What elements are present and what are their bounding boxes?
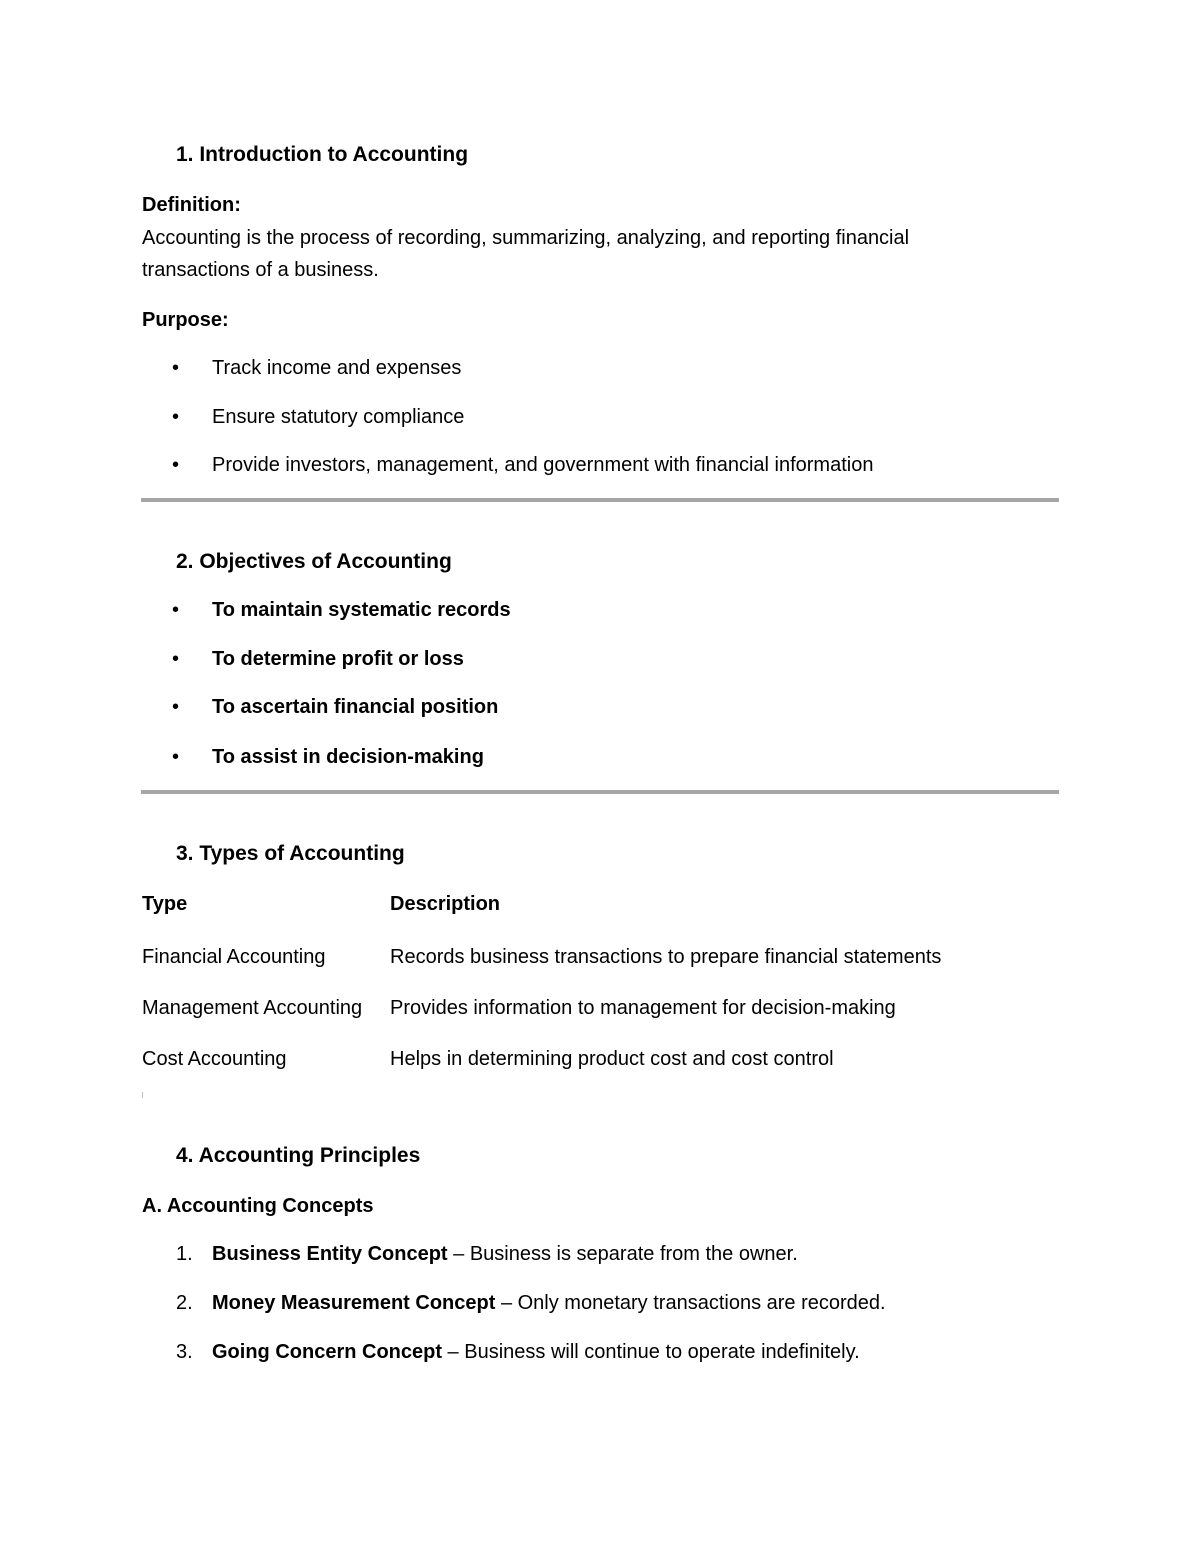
table-header-cell: Description: [390, 893, 501, 915]
table-header-cell: Type: [142, 893, 188, 915]
text-cursor-mark: [142, 1092, 143, 1098]
bullet-icon: •: [172, 696, 180, 718]
objective-item: To maintain systematic records: [212, 599, 511, 621]
table-cell-description: Records business transactions to prepare financial statements: [390, 946, 942, 968]
bullet-icon: •: [172, 746, 180, 768]
list-number: 2.: [176, 1292, 193, 1314]
bullet-icon: •: [172, 648, 180, 670]
list-number: 3.: [176, 1341, 193, 1363]
bullet-icon: •: [172, 357, 180, 379]
definition-text-line-2: transactions of a business.: [142, 259, 379, 281]
section-divider: [141, 498, 1059, 502]
objective-item: To assist in decision-making: [212, 746, 484, 768]
table-cell-type: Management Accounting: [142, 997, 363, 1019]
section-1-heading: 1. Introduction to Accounting: [176, 143, 469, 166]
table-cell-description: Helps in determining product cost and cost control: [390, 1048, 834, 1070]
section-4-heading: 4. Accounting Principles: [176, 1144, 421, 1167]
concept-text: [212, 1290, 886, 1316]
concept-term: Going Concern Concept: [212, 1341, 442, 1363]
purpose-item: Provide investors, management, and government with financial information: [212, 454, 874, 476]
table-cell-type: Cost Accounting: [142, 1048, 287, 1070]
objective-item: To ascertain financial position: [212, 696, 499, 718]
purpose-item: Ensure statutory compliance: [212, 406, 465, 428]
concept-description: – Business will continue to operate indefinitely.: [442, 1341, 860, 1363]
table-cell-description: Provides information to management for decision-making: [390, 997, 896, 1019]
definition-text-line-1: Accounting is the process of recording, summarizing, analyzing, and reporting financial: [142, 227, 910, 249]
list-number: 1.: [176, 1243, 193, 1265]
concept-description: – Business is separate from the owner.: [447, 1243, 798, 1265]
concept-term: Business Entity Concept: [212, 1243, 448, 1265]
bullet-icon: •: [172, 599, 180, 621]
concept-text: [212, 1241, 798, 1267]
concept-text: [212, 1339, 860, 1365]
concepts-subheading: A. Accounting Concepts: [142, 1195, 374, 1217]
purpose-item: Track income and expenses: [212, 357, 462, 379]
table-cell-type: Financial Accounting: [142, 946, 326, 968]
definition-label: Definition:: [142, 194, 241, 216]
bullet-icon: •: [172, 406, 180, 428]
section-divider: [141, 790, 1059, 794]
section-3-heading: 3. Types of Accounting: [176, 842, 405, 865]
objective-item: To determine profit or loss: [212, 648, 464, 670]
concept-term: Money Measurement Concept: [212, 1292, 496, 1314]
section-2-heading: 2. Objectives of Accounting: [176, 550, 452, 573]
bullet-icon: •: [172, 454, 180, 476]
purpose-label: Purpose:: [142, 309, 229, 331]
concept-description: – Only monetary transactions are recorded.: [495, 1292, 886, 1314]
